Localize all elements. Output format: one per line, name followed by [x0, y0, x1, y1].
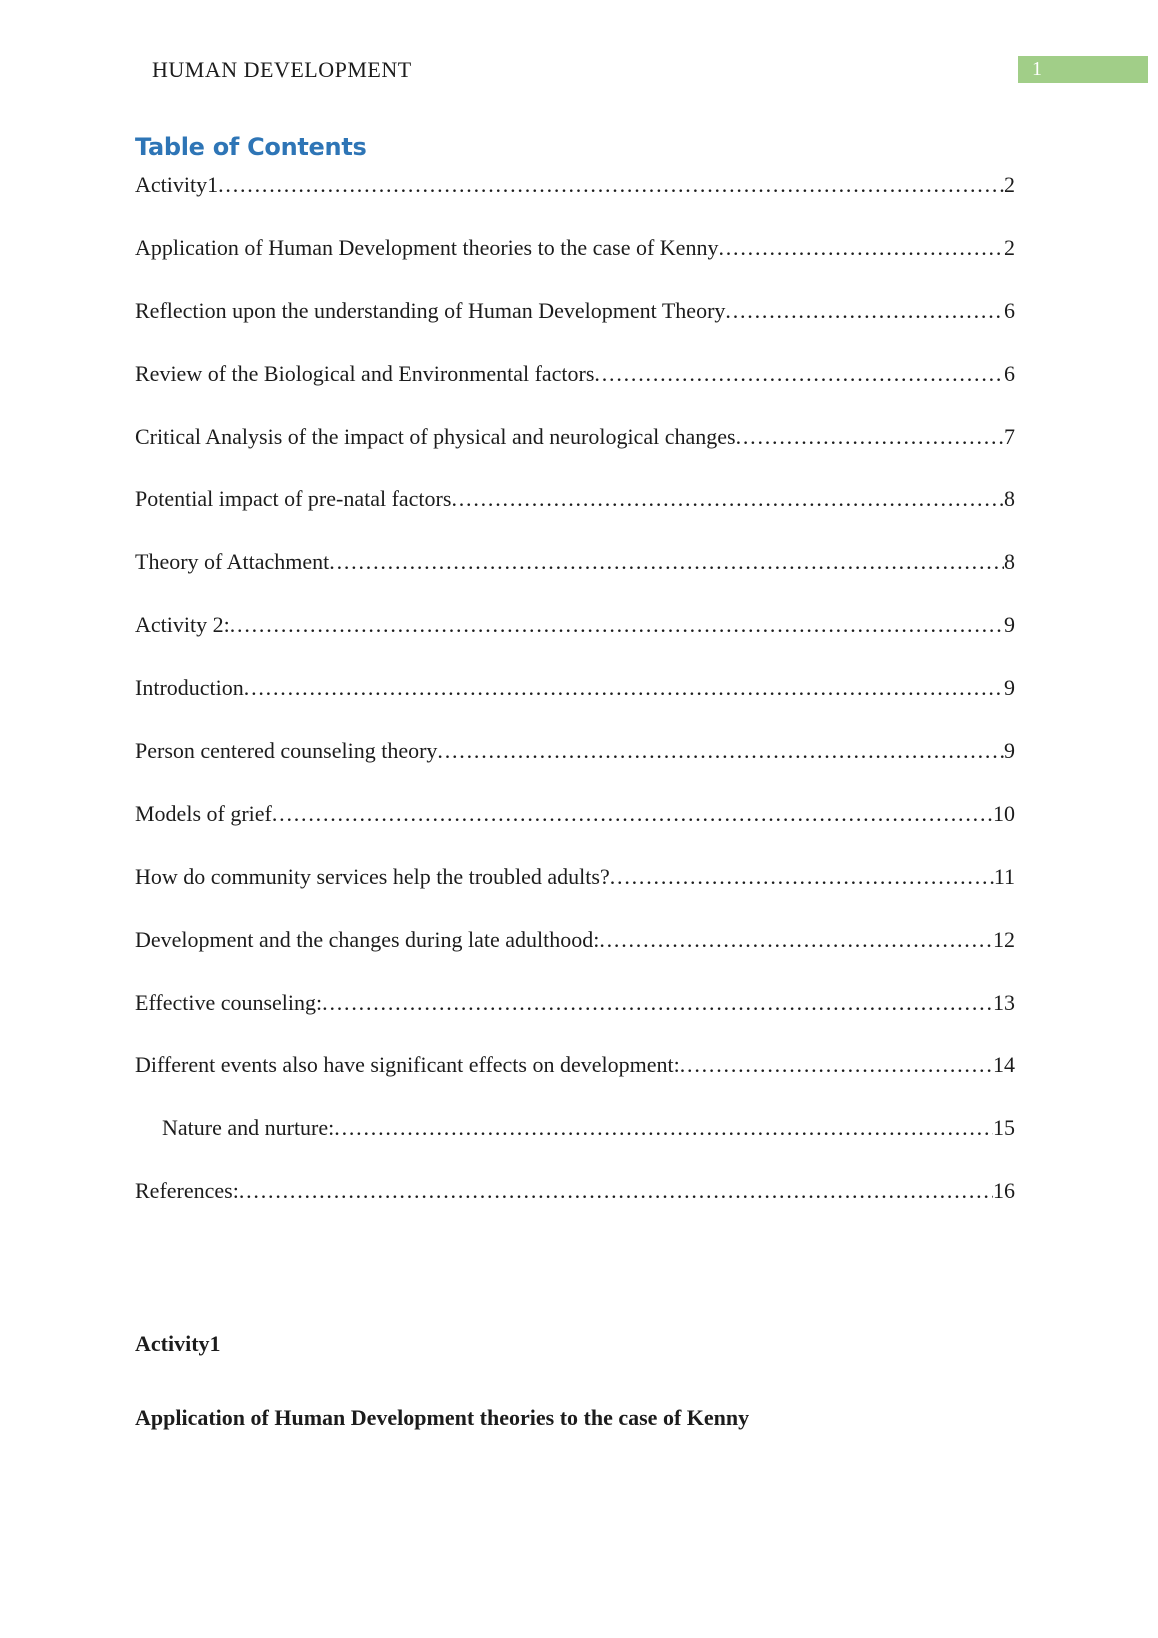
toc-entry[interactable] [135, 1034, 1015, 1097]
toc-entry-page: 9 [1004, 738, 1015, 764]
toc-entry-label: Models of grief [135, 800, 272, 826]
toc-entry[interactable] [135, 406, 1015, 469]
toc-entry-label: Potential impact of pre-natal factors [135, 486, 452, 512]
toc-entry-label: Activity 2: [135, 612, 230, 638]
toc-entry-label: Effective counseling: [135, 989, 323, 1015]
toc-entry-page: 12 [993, 926, 1015, 952]
toc-entry-label: Activity1 [135, 172, 219, 197]
toc-leader-dots [599, 909, 993, 972]
toc-entry-label: Theory of Attachment [135, 549, 330, 575]
toc-leader-dots [680, 1034, 993, 1097]
toc-entry-label: Person centered counseling theory [135, 738, 438, 764]
toc-entry-page: 11 [993, 863, 1015, 889]
toc-entry[interactable] [135, 972, 1015, 1035]
toc-leader-dots [329, 531, 1004, 594]
toc-entry-label: Application of Human Development theories to the case of Kenny [135, 234, 719, 260]
toc-entry[interactable] [135, 846, 1015, 909]
toc-leader-dots [334, 1097, 993, 1160]
toc-entry[interactable] [135, 531, 1015, 594]
toc-entry[interactable] [135, 594, 1015, 657]
toc-leader-dots [725, 280, 1004, 343]
toc-leader-dots [736, 406, 1004, 469]
toc-leader-dots [718, 217, 1004, 280]
toc-entry[interactable] [135, 657, 1015, 720]
toc-entry-label: Critical Analysis of the impact of physical and neurological changes [135, 423, 736, 449]
toc-entry-label: Review of the Biological and Environmental factors [135, 360, 595, 386]
toc-leader-dots [322, 972, 993, 1035]
toc-entry[interactable] [135, 720, 1015, 783]
toc-entry[interactable] [135, 1097, 1015, 1160]
toc-entry-label: Nature and nurture: [162, 1115, 335, 1141]
section-heading-application: Application of Human Development theories to the case of Kenny [135, 1405, 750, 1430]
toc-entry-label: Different events also have significant effects on development: [135, 1052, 680, 1078]
toc-leader-dots [239, 1160, 993, 1223]
toc-leader-dots [230, 594, 1004, 657]
toc-entry-page: 2 [1004, 234, 1015, 260]
toc-entry-page: 6 [1004, 297, 1015, 323]
toc-entry-page: 16 [993, 1178, 1015, 1204]
toc-entry-page: 15 [993, 1115, 1015, 1141]
toc-entry-page: 10 [993, 800, 1015, 826]
toc-leader-dots [244, 657, 1004, 720]
toc-entry[interactable] [135, 783, 1015, 846]
toc-entry[interactable] [135, 154, 1015, 217]
toc-leader-dots [437, 720, 1004, 783]
toc-entry-page: 8 [1004, 549, 1015, 575]
toc-entry[interactable] [135, 1160, 1015, 1223]
toc-entry[interactable] [135, 280, 1015, 343]
toc-leader-dots [218, 154, 1004, 217]
toc-entry-label: References: [135, 1178, 239, 1204]
table-of-contents [135, 154, 1015, 1223]
toc-entry-page: 6 [1004, 360, 1015, 386]
toc-entry-page: 9 [1004, 675, 1015, 701]
toc-heading: Table of Contents [135, 133, 367, 161]
section-heading-activity1: Activity1 [135, 1331, 221, 1356]
toc-entry[interactable] [135, 217, 1015, 280]
toc-leader-dots [594, 343, 1004, 406]
toc-leader-dots [610, 846, 994, 909]
toc-entry-page: 9 [1004, 612, 1015, 638]
running-head-title: HUMAN DEVELOPMENT [152, 57, 412, 82]
toc-entry[interactable] [135, 909, 1015, 972]
toc-leader-dots [451, 468, 1004, 531]
toc-entry-label: Introduction [135, 675, 244, 701]
toc-entry-page: 7 [1004, 423, 1015, 449]
toc-entry-label: How do community services help the troubled adults? [135, 863, 610, 889]
toc-leader-dots [272, 783, 993, 846]
toc-entry-page: 2 [1004, 172, 1015, 197]
toc-entry-label: Development and the changes during late adulthood: [135, 926, 600, 952]
toc-entry-page: 8 [1004, 486, 1015, 512]
toc-entry[interactable] [135, 468, 1015, 531]
page-number-badge [1018, 56, 1148, 83]
toc-entry[interactable] [135, 343, 1015, 406]
page-number: 1 [1032, 58, 1042, 80]
toc-entry-page: 13 [993, 989, 1015, 1015]
toc-entry-label: Reflection upon the understanding of Human Development Theory [135, 297, 726, 323]
toc-entry-page: 14 [993, 1052, 1015, 1078]
